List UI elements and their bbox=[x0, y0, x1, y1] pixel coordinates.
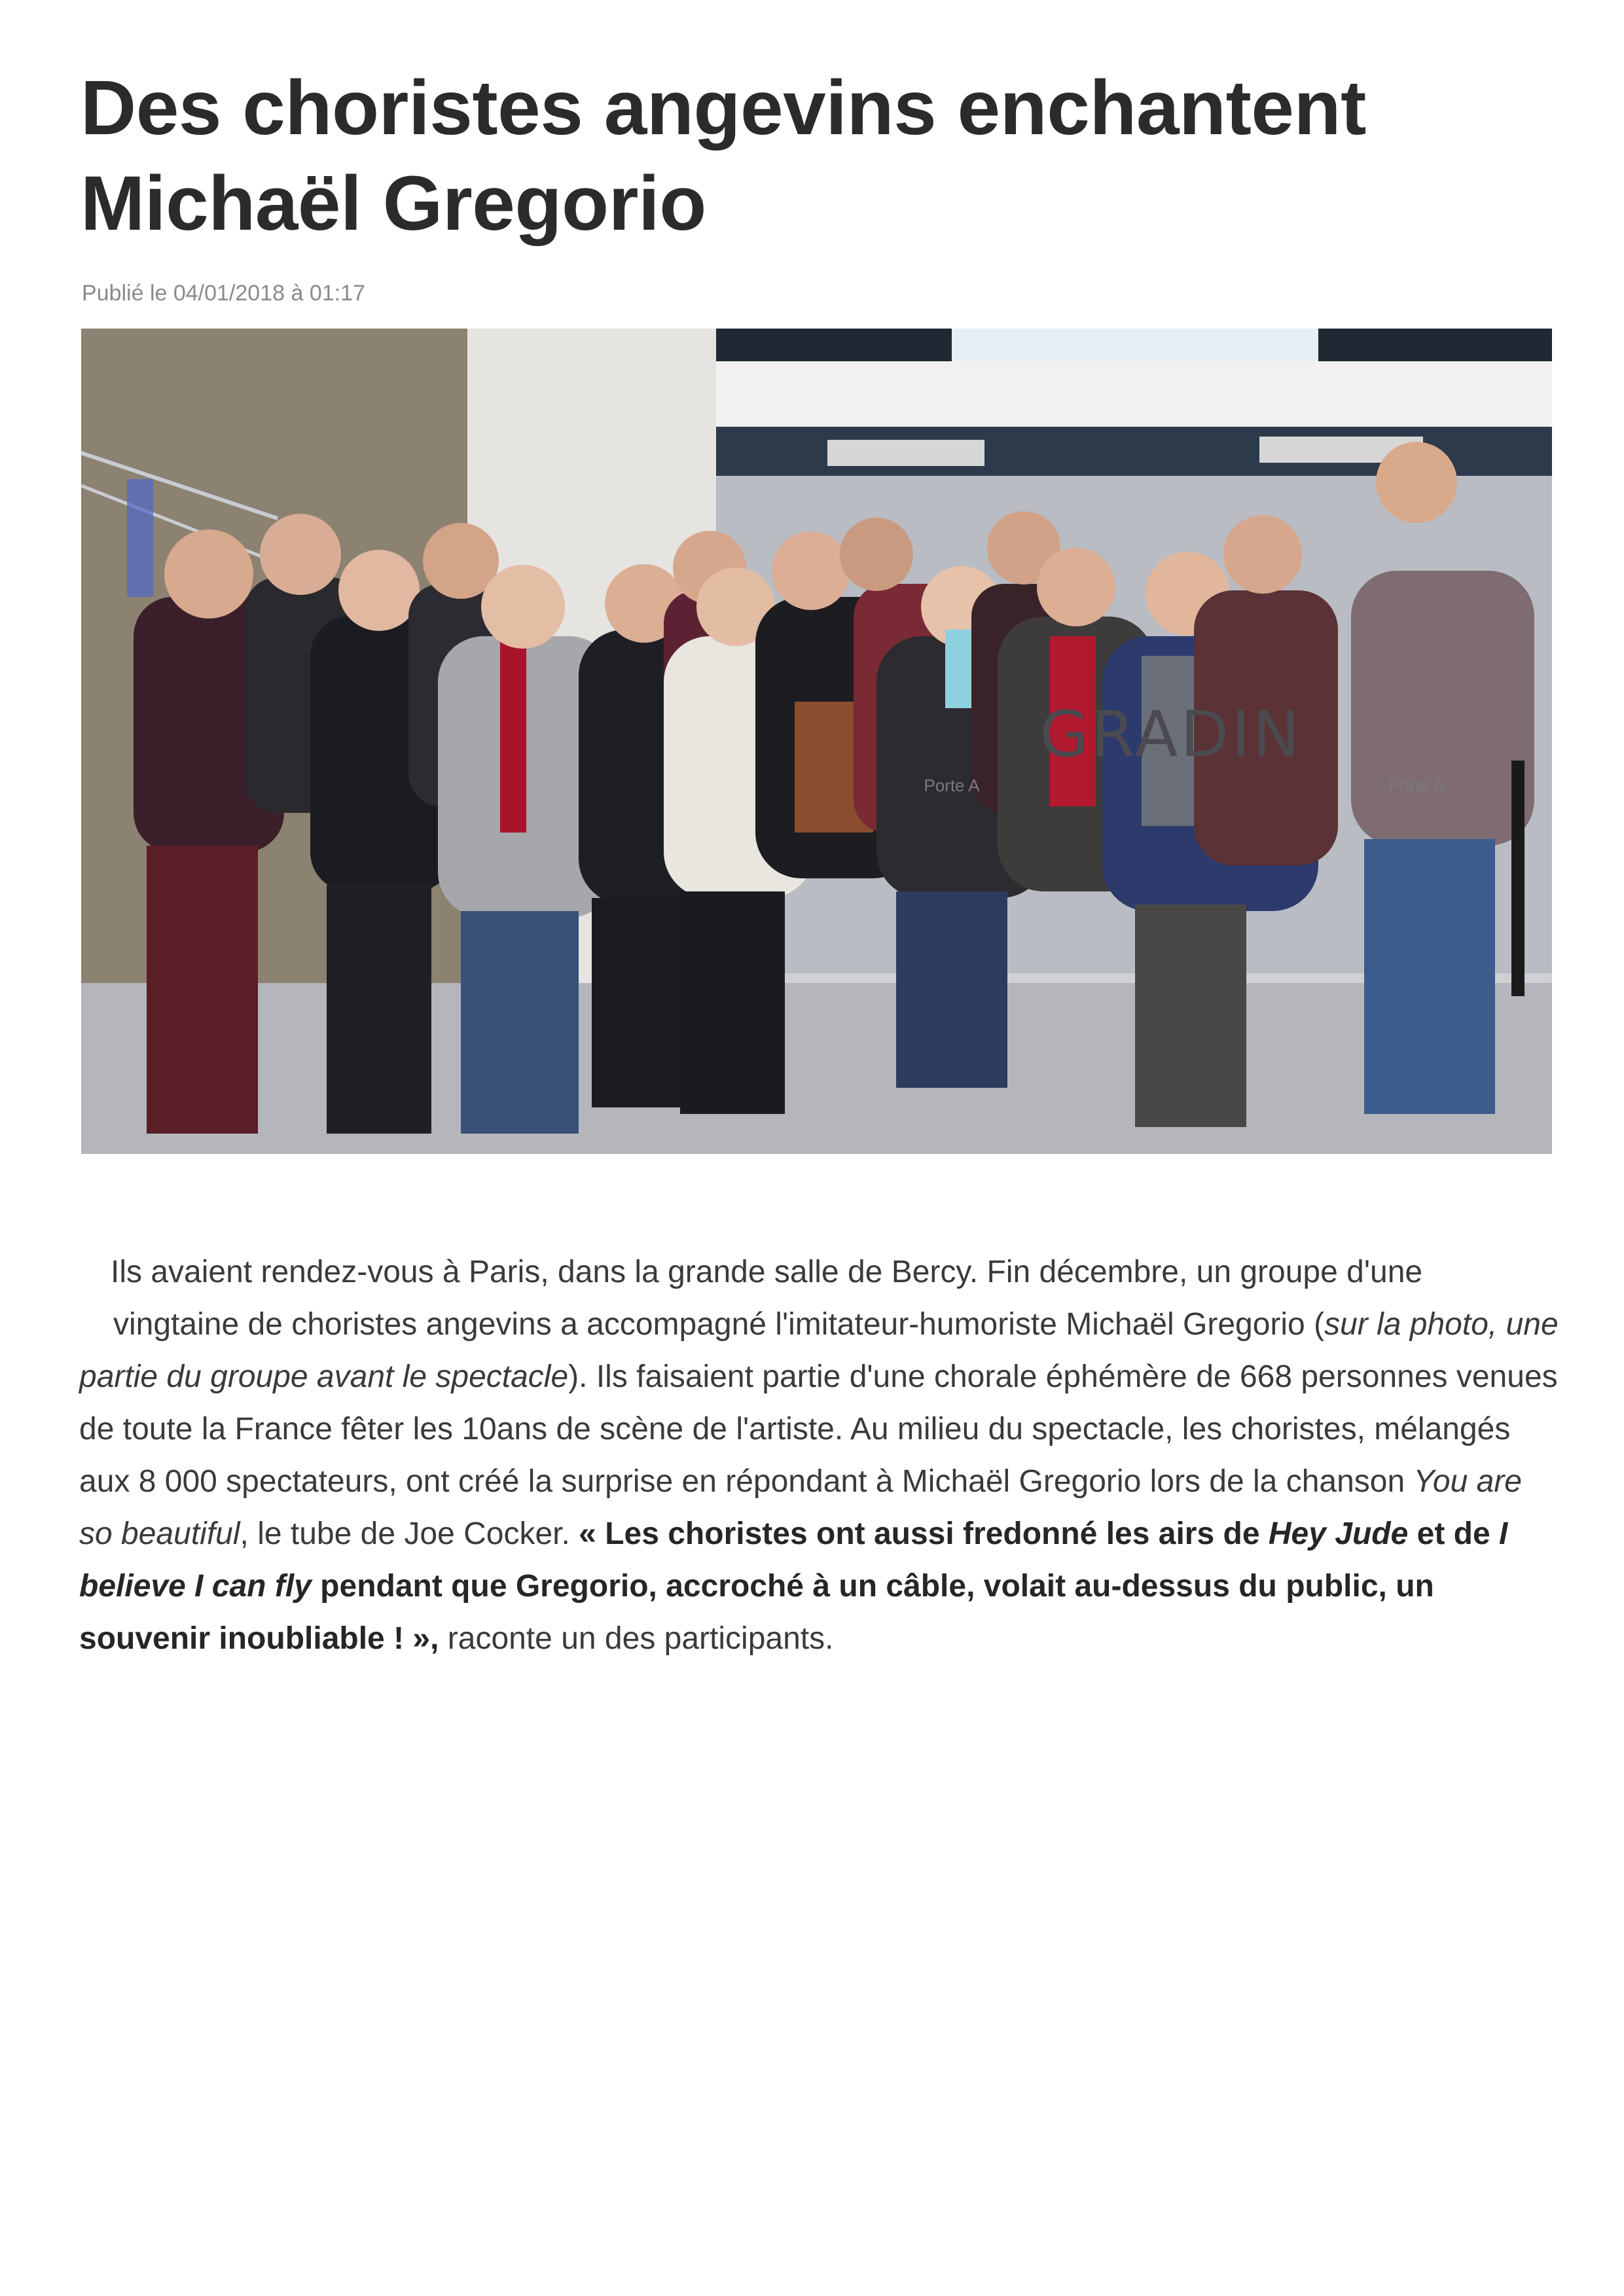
article-body bbox=[79, 1246, 1560, 1665]
song-title-1: You are so beautiful bbox=[79, 1464, 1522, 1551]
body-line-1: Ils avaient rendez-vous à Paris, dans la grande salle de Bercy. Fin décembre, un groupe d'une bbox=[111, 1255, 1423, 1289]
body-after-song: , le tube de Joe Cocker. bbox=[240, 1516, 579, 1551]
door-label-right: Porte A bbox=[1388, 776, 1445, 795]
door-label-left: Porte A bbox=[924, 776, 980, 795]
publication-date: Publié le 04/01/2018 à 01:17 bbox=[82, 281, 365, 306]
quote-part-1: « Les choristes ont aussi fredonné les airs de bbox=[579, 1516, 1269, 1551]
body-main-text: ). Ils faisaient partie d'une chorale éphémère de 668 personnes venues de toute la France fêter les 10ans de scène de l'artiste. Au milieu du spectacle, les choristes, mélangés aux 8 000 spectateurs, ont créé la surprise en répondant à Michaël Gregorio lors de la chanson bbox=[79, 1359, 1558, 1499]
quote-part-2: et de bbox=[1408, 1516, 1499, 1551]
photo-caption-inline: sur la photo, une partie du groupe avant le spectacle bbox=[79, 1307, 1559, 1394]
song-title-3: I believe I can fly bbox=[79, 1516, 1508, 1604]
body-ending: raconte un des participants. bbox=[439, 1621, 834, 1656]
quote-part-3: pendant que Gregorio, accroché à un câble, volait au-dessus du public, un souvenir inoubliable ! », bbox=[79, 1569, 1434, 1656]
body-line-2-start: vingtaine de choristes angevins a accompagné l'imitateur-humoriste Michaël Gregorio ( bbox=[113, 1307, 1325, 1342]
body-paragraph bbox=[79, 1299, 1560, 1665]
song-title-2: Hey Jude bbox=[1268, 1516, 1409, 1551]
article-photo bbox=[81, 329, 1552, 1154]
gradin-sign: GRADIN bbox=[1039, 698, 1303, 771]
article-title: Des choristes angevins enchantent Michaël Gregorio bbox=[81, 65, 1366, 247]
